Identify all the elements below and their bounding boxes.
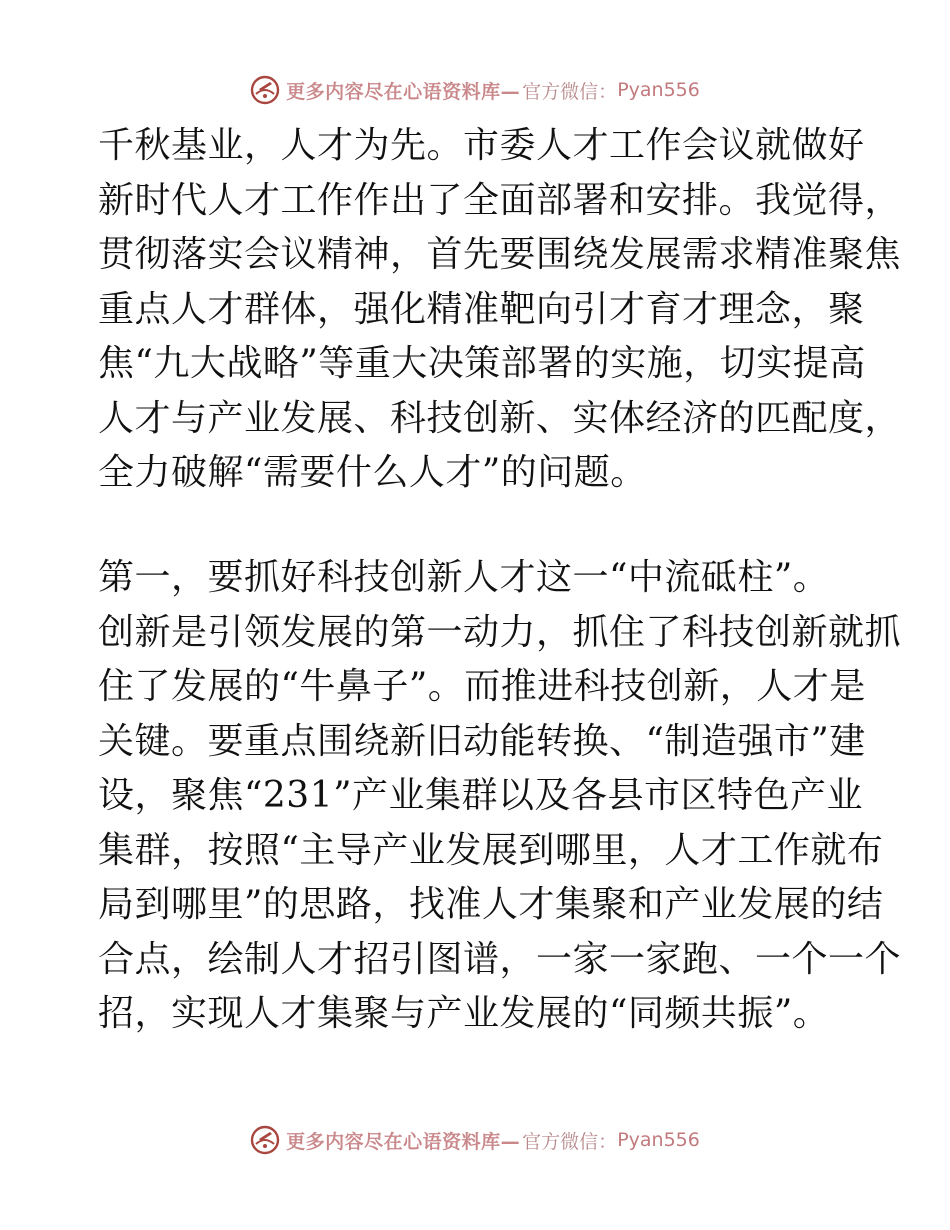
text-line: 合点，绘制人才招引图谱，一家一家跑、一个一个 <box>98 938 902 980</box>
watermark-text: 更多内容尽在心语资料库— <box>286 1130 521 1153</box>
text-line: 千秋基业，人才为先。市委人才工作会议就做好 <box>98 125 865 166</box>
text-line: 重点人才群体，强化精准靶向引才育才理念，聚 <box>98 288 865 330</box>
paragraph-intro <box>98 119 902 501</box>
text-line: 住了发展的“牛鼻子”。而推进科技创新，人才是 <box>98 666 866 707</box>
text-line: 第一，要抓好科技创新人才这一“中流砥柱”。 <box>98 557 830 598</box>
watermark-wechat-label: 官方微信： <box>522 1130 618 1153</box>
text-line: 贯彻落实会议精神，首先要围绕发展需求精准聚焦 <box>98 234 902 275</box>
text-line: 创新是引领发展的第一动力，抓住了科技创新就抓 <box>98 611 902 653</box>
text-line: 新时代人才工作作出了全面部署和安排。我觉得， <box>98 179 902 221</box>
text-line: 人才与产业发展、科技创新、实体经济的匹配度， <box>98 397 902 439</box>
header-watermark <box>0 70 950 110</box>
text-line: 关键。要重点围绕新旧动能转换、“制造强市”建 <box>98 720 866 762</box>
text-line: 全力破解“需要什么人才”的问题。 <box>98 452 647 493</box>
watermark-wechat-id: Pyan556 <box>617 1129 700 1151</box>
text-line: 设，聚焦“231”产业集群以及各县市区特色产业 <box>98 775 864 816</box>
book-pen-logo-icon <box>250 1125 280 1155</box>
text-line: 局到哪里”的思路，找准人才集聚和产业发展的结 <box>98 884 884 925</box>
text-line: 招，实现人才集聚与产业发展的“同频共振”。 <box>98 993 830 1034</box>
paragraph-first-point <box>98 551 902 1042</box>
watermark-wechat-id: Pyan556 <box>617 79 700 101</box>
text-line: 集群，按照“主导产业发展到哪里，人才工作就布 <box>98 829 884 871</box>
footer-watermark <box>0 1120 950 1160</box>
book-pen-logo-icon <box>250 75 280 105</box>
watermark-text: 更多内容尽在心语资料库— <box>286 80 521 103</box>
watermark-wechat-label: 官方微信： <box>522 80 618 103</box>
text-line: 焦“九大战略”等重大决策部署的实施，切实提高 <box>98 343 866 384</box>
